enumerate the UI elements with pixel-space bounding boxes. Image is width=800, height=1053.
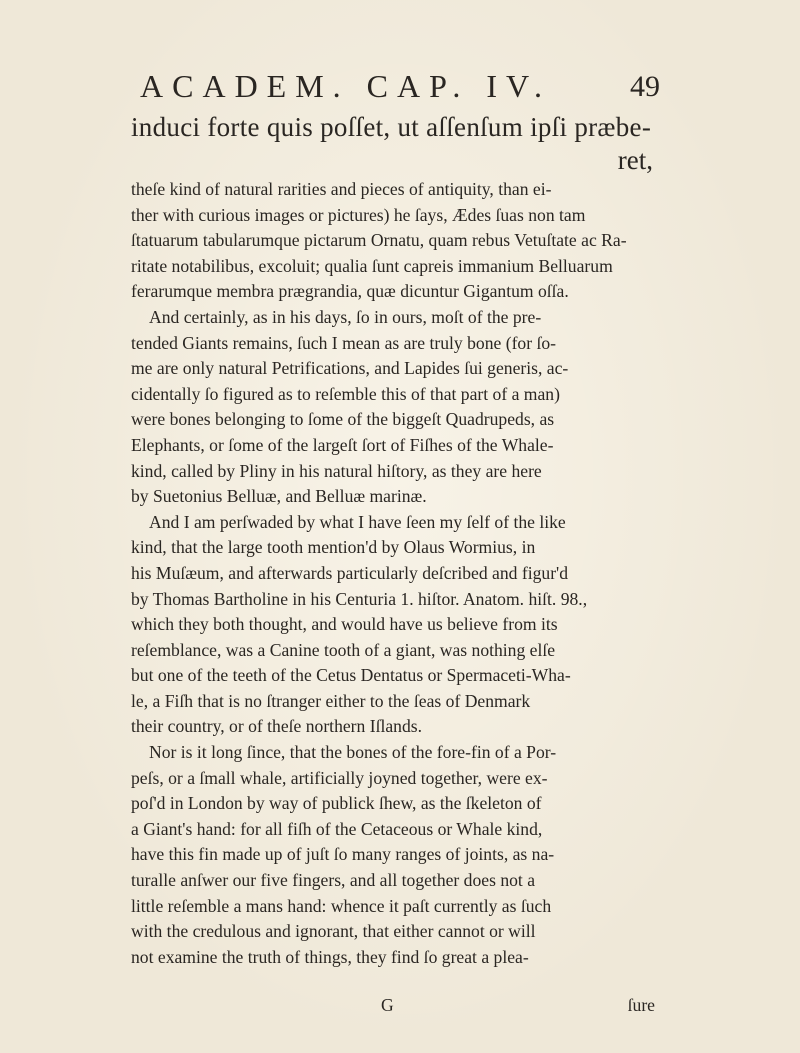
text-line: with the credulous and ignorant, that either cannot or will xyxy=(131,921,536,942)
running-head: ACADEM. CAP. IV. xyxy=(140,68,552,104)
paragraph-first-line: Nor is it long ſince, that the bones of the fore-fin of a Por- xyxy=(149,742,557,763)
opening-line: induci forte quis poſſet, ut aſſenſum ipſi præbe- xyxy=(131,112,652,142)
text-line: poſ'd in London by way of publick ſhew, as the ſkeleton of xyxy=(131,793,542,814)
signature-mark: G xyxy=(381,995,394,1015)
text-line: by Thomas Bartholine in his Centuria 1. hiſtor. Anatom. hiſt. 98., xyxy=(131,588,588,609)
text-line: ferarumque membra prægrandia, quæ dicuntur Gigantum oſſa. xyxy=(131,281,569,302)
text-line: ſtatuarum tabularumque pictarum Ornatu, quam rebus Vetuſtate ac Ra- xyxy=(131,230,627,251)
text-line: ther with curious images or pictures) he ſays, Ædes ſuas non tam xyxy=(131,204,586,225)
text-line: were bones belonging to ſome of the biggeſt Quadrupeds, as xyxy=(131,409,555,430)
page-header xyxy=(140,68,660,112)
text-line: have this fin made up of juſt ſo many ranges of joints, as na- xyxy=(131,844,555,865)
text-line: Elephants, or ſome of the largeſt ſort of Fiſhes of the Whale- xyxy=(131,434,554,455)
text-line: a Giant's hand: for all fiſh of the Cetaceous or Whale kind, xyxy=(131,818,543,839)
text-line: kind, called by Pliny in his natural hiſtory, as they are here xyxy=(131,460,542,481)
text-line: kind, that the large tooth mention'd by Olaus Wormius, in xyxy=(131,537,536,558)
text-line: reſemblance, was a Canine tooth of a giant, was nothing elſe xyxy=(131,639,556,660)
paragraph-first-line: And I am perſwaded by what I have ſeen my ſelf of the like xyxy=(149,511,566,532)
text-line: cidentally ſo figured as to reſemble this of that part of a man) xyxy=(131,383,560,404)
text-line: peſs, or a ſmall whale, artificially joyned together, were ex- xyxy=(131,767,548,788)
catchword: ſure xyxy=(627,995,655,1015)
text-line: theſe kind of natural rarities and pieces of antiquity, than ei- xyxy=(131,179,552,199)
page-number: 49 xyxy=(630,70,660,103)
page-footer xyxy=(131,995,655,1021)
text-line: turalle anſwer our five fingers, and all together does not a xyxy=(131,870,536,891)
text-line: which they both thought, and would have us believe from its xyxy=(131,614,558,635)
text-line: not examine the truth of things, they find ſo great a plea- xyxy=(131,946,529,967)
text-line: but one of the teeth of the Cetus Dentatus or Spermaceti-Wha- xyxy=(131,665,571,686)
text-line: his Muſæum, and afterwards particularly deſcribed and figur'd xyxy=(131,562,569,583)
text-line: me are only natural Petrifications, and Lapides ſui generis, ac- xyxy=(131,358,569,379)
text-line: ritate notabilibus, excoluit; qualia ſunt capreis immanium Belluarum xyxy=(131,255,613,276)
opening-line-continuation: ret, xyxy=(617,145,653,175)
text-line: le, a Fiſh that is no ſtranger either to the ſeas of Denmark xyxy=(131,690,531,711)
text-line: tended Giants remains, ſuch I mean as are truly bone (for ſo- xyxy=(131,332,557,353)
body-text xyxy=(131,111,655,970)
text-line: their country, or of theſe northern Iſlands. xyxy=(131,716,423,737)
text-line: little reſemble a mans hand: whence it paſt currently as ſuch xyxy=(131,895,552,916)
text-line: by Suetonius Belluæ, and Belluæ marinæ. xyxy=(131,486,427,507)
paragraph-first-line: And certainly, as in his days, ſo in ours, moſt of the pre- xyxy=(149,306,542,327)
